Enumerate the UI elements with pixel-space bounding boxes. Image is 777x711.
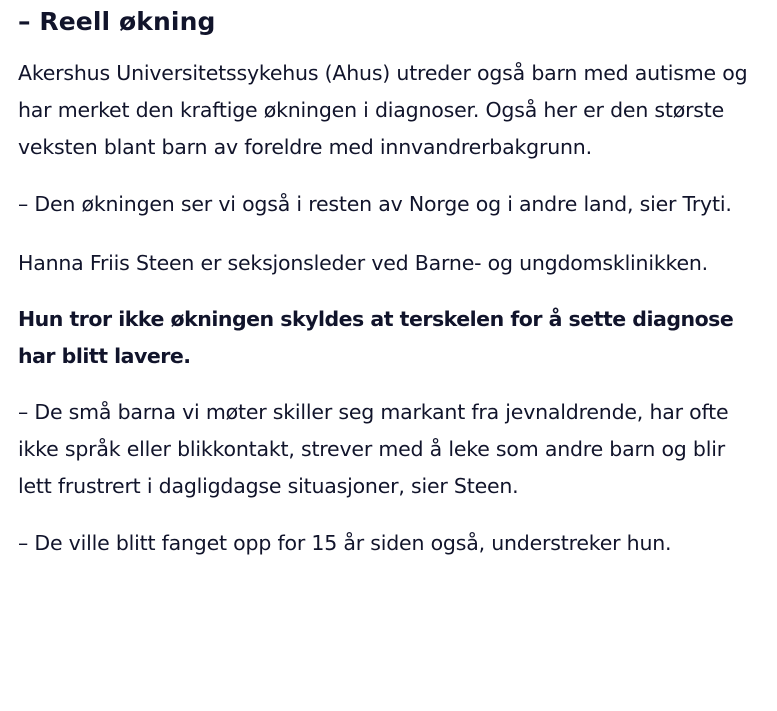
paragraph-tryti-quote: – Den økningen ser vi også i resten av Norge og i andre land, sier Tryti. <box>18 192 732 216</box>
paragraph-ahus: Akershus Universitetssykehus (Ahus) utreder også barn med autisme og har merket den kraftige økningen i diagnoser. Også her er den største veksten blant barn av foreldre med innvandrerbakgrunn. <box>18 61 748 159</box>
paragraph-steen-quote: – De små barna vi møter skiller seg markant fra jevnaldrende, har ofte ikke språk eller blikkontakt, strever med å leke som andre barn og blir lett frustrert i dagligdagse situasjoner, sier Steen. <box>18 400 729 498</box>
paragraph-bold-statement: Hun tror ikke økningen skyldes at terskelen for å sette diagnose har blitt lavere. <box>18 307 734 368</box>
paragraph-closing-quote: – De ville blitt fanget opp for 15 år siden også, understreker hun. <box>18 531 672 555</box>
section-heading: – Reell økning <box>18 7 216 36</box>
paragraph-steen-intro: Hanna Friis Steen er seksjonsleder ved Barne- og ungdomsklinikken. <box>18 251 708 275</box>
article-body <box>18 0 758 562</box>
